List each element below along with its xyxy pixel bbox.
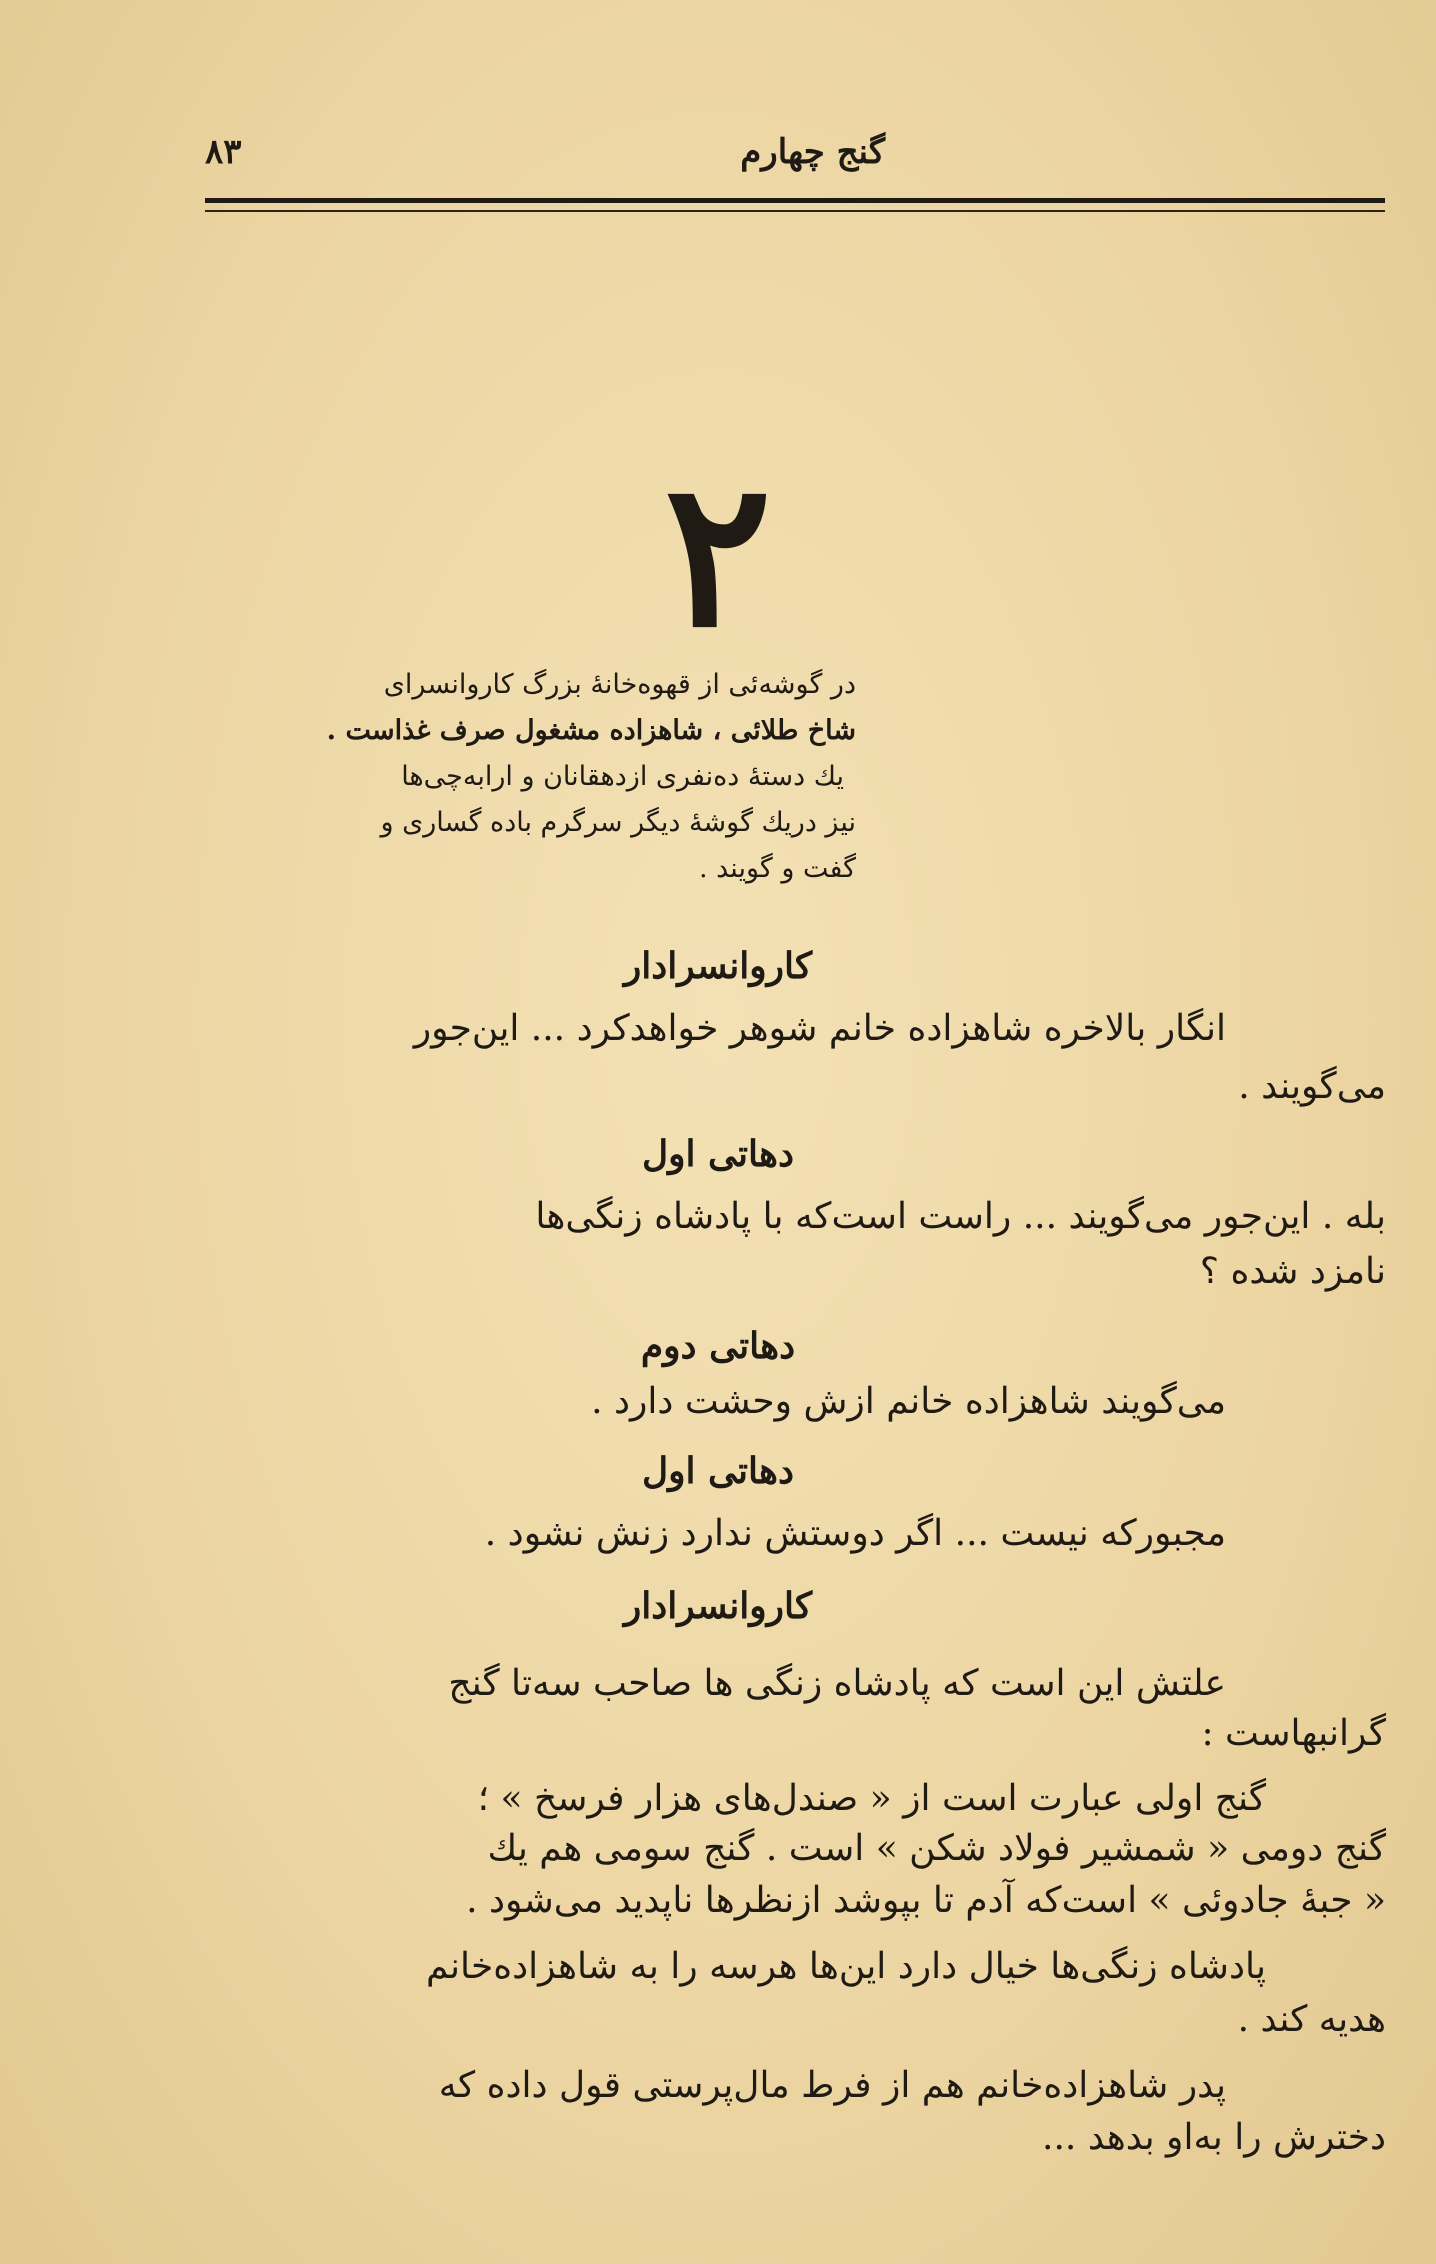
stage-line: گفت و گویند . — [698, 853, 856, 884]
speaker-name: دهاتی اول — [641, 1133, 795, 1175]
speaker-name: کاروانسرادار — [623, 1585, 813, 1627]
stage-line: در گوشه‌ئی از قهوه‌خانهٔ بزرگ کاروانسرای — [383, 669, 856, 700]
stage-direction — [326, 662, 856, 892]
dialogue-line: می‌گویند شاهزاده خانم ازش وحشت دارد . — [591, 1381, 1226, 1422]
speaker-name: کاروانسرادار — [623, 945, 813, 987]
stage-line: یك دستهٔ ده‌نفری ازدهقانان و ارابه‌چی‌ها — [401, 761, 844, 792]
dialogue-line: هدیه کند . — [1237, 1999, 1386, 2040]
chapter-number: ۲ — [664, 437, 772, 672]
dialogue-line: انگار بالاخره شاهزاده خانم شوهر خواهدکرد ... این‌جور — [413, 1008, 1226, 1049]
dialogue-line: پدر شاهزاده‌خانم هم از فرط مال‌پرستی قول داده که — [438, 2065, 1226, 2106]
header-rule-thick — [205, 198, 1385, 203]
dialogue-line: گرانبهاست : — [1201, 1713, 1386, 1754]
dialogue-line: می‌گویند . — [1238, 1066, 1386, 1107]
dialogue-line: نامزد شده ؟ — [1199, 1251, 1386, 1292]
page-number: ۸۳ — [205, 132, 242, 172]
running-title: گنج چهارم — [740, 132, 885, 172]
header-rule-thin — [205, 210, 1385, 212]
speaker-name: دهاتی اول — [641, 1450, 795, 1492]
dialogue-line: بله . این‌جور می‌گویند ... راست است‌که با پادشاه زنگی‌ها — [535, 1196, 1386, 1237]
speaker-name: دهاتی دوم — [640, 1325, 796, 1367]
stage-line: شاخ طلائی ، شاهزاده مشغول صرف غذاست . — [326, 715, 856, 746]
page-header — [205, 132, 1385, 192]
dialogue-line: علتش این است که پادشاه زنگی ها صاحب سه‌تا گنج — [448, 1663, 1226, 1704]
dialogue-line: مجبورکه نیست ... اگر دوستش ندارد زنش نشود . — [484, 1513, 1226, 1554]
dialogue-line: گنج اولی عبارت است از « صندل‌های هزار فرسخ » ؛ — [477, 1778, 1266, 1819]
stage-line: نیز دریك گوشهٔ دیگر سرگرم باده گساری و — [380, 807, 856, 838]
dialogue-line: دخترش را به‌او بدهد ... — [1042, 2117, 1386, 2158]
dialogue-line: گنج دومی « شمشیر فولاد شکن » است . گنج سومی هم یك — [487, 1828, 1386, 1869]
dialogue-line: پادشاه زنگی‌ها خیال دارد این‌ها هرسه را به شاهزاده‌خانم — [426, 1946, 1266, 1987]
dialogue-line: « جبهٔ جادوئی » است‌که آدم تا بپوشد ازنظرها ناپدید می‌شود . — [466, 1880, 1386, 1921]
